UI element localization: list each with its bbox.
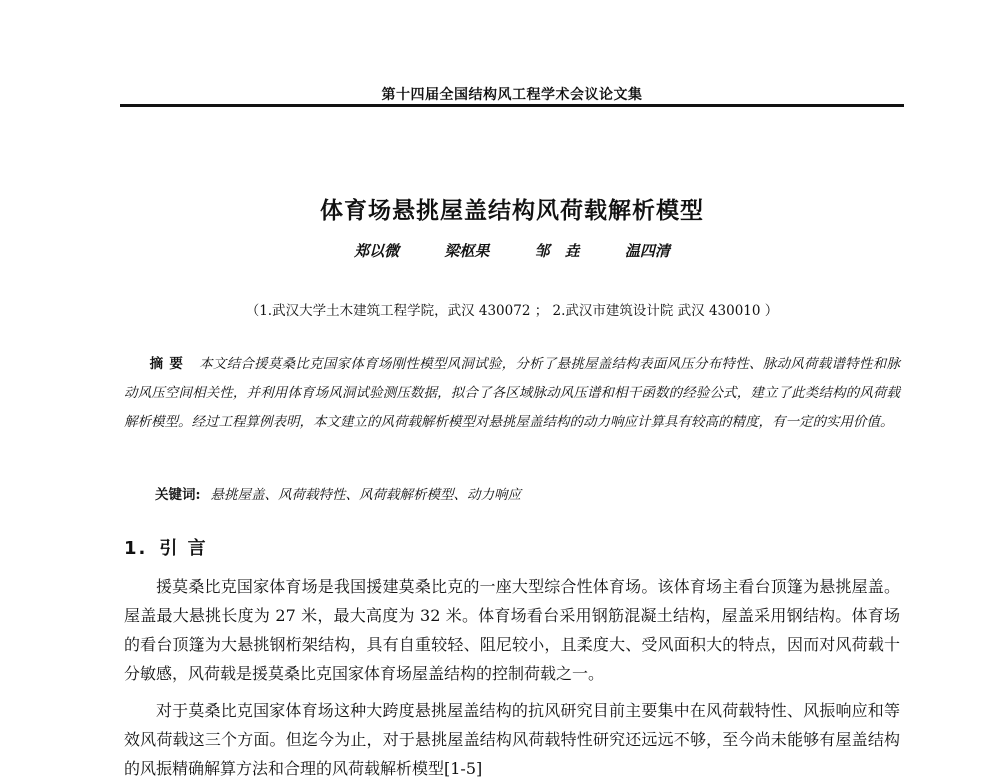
running-head: 第十四届全国结构风工程学术会议论文集 (381, 87, 643, 103)
body-paragraph-1: 援莫桑比克国家体育场是我国援建莫桑比克的一座大型综合性体育场。该体育场主看台顶篷为悬挑屋盖。屋盖最大悬挑长度为 27 米，最大高度为 32 米。体育场看台采用钢筋混凝土结构，屋盖采用钢结构。体育场的看台顶篷为大悬挑钢桁架结构，具有自重较轻、阻尼较小，且柔度大、受风面积大的特点，因而对风荷载十分敏感，风荷载是援莫桑比克国家体育场屋盖结构的控制荷载之一。 (124, 577, 900, 683)
keywords-text: 悬挑屋盖、风荷载特性、风荷载解析模型、动力响应 (210, 487, 521, 503)
body-paragraph-2: 对于莫桑比克国家体育场这种大跨度悬挑屋盖结构的抗风研究目前主要集中在风荷载特性、风振响应和等效风荷载这三个方面。但迄今为止，对于悬挑屋盖结构风荷载特性研究还远远不够，至今尚未能够有屋盖结构的风振精确解算方法和合理的风荷载解析模型[1-5] (124, 701, 900, 778)
keywords-label: 关键词: (155, 487, 201, 503)
section-heading-introduction (124, 534, 208, 560)
section-number: 1. (124, 538, 148, 559)
abstract-text: 本文结合援莫桑比克国家体育场刚性模型风洞试验，分析了悬挑屋盖结构表面风压分布特性、脉动风荷载谱特性和脉动风压空间相关性，并利用体育场风洞试验测压数据，拟合了各区域脉动风压谱和相干函数的经验公式，建立了此类结构的风荷载解析模型。经过工程算例表明，本文建立的风荷载解析模型对悬挑屋盖结构的动力响应计算具有较高的精度，有一定的实用价值。 (124, 356, 901, 430)
author-1: 郑以微 (354, 242, 400, 260)
author-2: 梁枢果 (444, 242, 490, 260)
affiliation: （1.武汉大学土木建筑工程学院，武汉 430072 ； 2.武汉市建筑设计院 武汉 430010 ） (245, 303, 779, 319)
author-list (120, 240, 904, 261)
section-title: 引 言 (159, 538, 208, 559)
paper-title: 体育场悬挑屋盖结构风荷载解析模型 (320, 198, 704, 224)
abstract (124, 350, 900, 437)
keywords (155, 483, 895, 503)
abstract-label: 摘要 (149, 356, 190, 372)
author-4: 温四清 (624, 242, 670, 260)
author-3: 邹 垚 (534, 242, 580, 260)
header-rule (120, 104, 904, 107)
